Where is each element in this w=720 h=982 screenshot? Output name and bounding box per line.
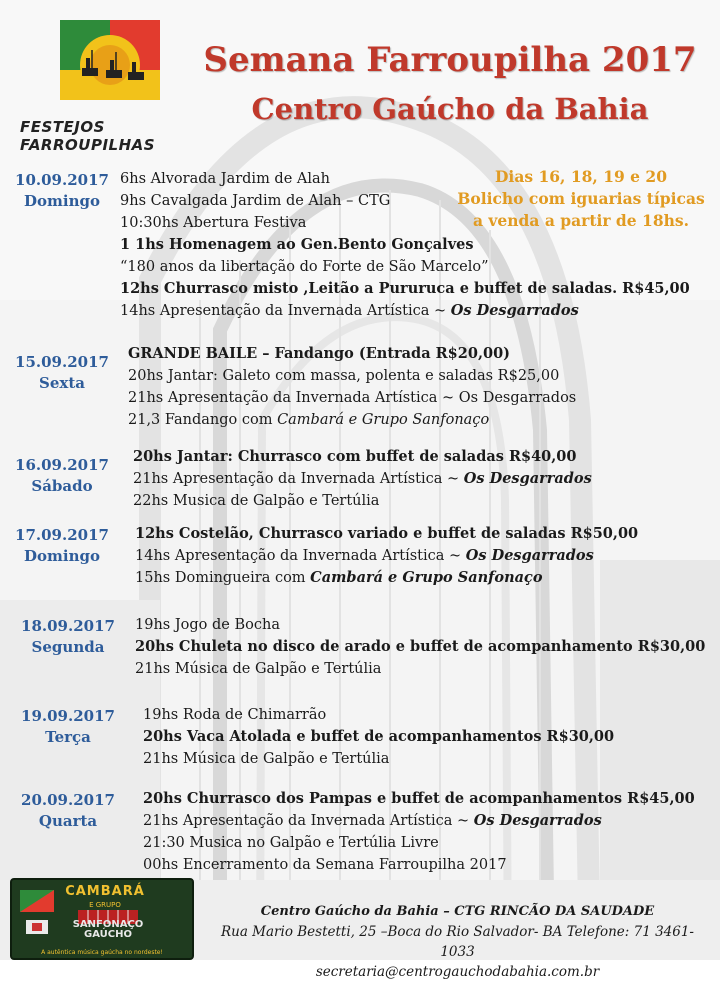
group-name: Os Desgarrados [463,470,592,487]
event-line: 1 1hs Homenagem ao Gen.Bento Gonçalves [120,236,474,253]
event-line [128,409,576,431]
date-value: 20.09.2017 [21,791,115,809]
event-text: 21hs Apresentação da Invernada Artística ~ [133,471,464,487]
group-name: Os Desgarrados [465,547,594,564]
day-events [128,343,576,431]
date-label [2,525,122,567]
event-line: 12hs Costelão, Churrasco variado e buffet de saladas R$50,00 [135,525,639,542]
sponsor-sub: E GRUPO [89,901,121,909]
day-events [143,788,695,876]
date-value: 15.09.2017 [15,353,109,371]
weekday: Sexta [39,374,85,392]
day-events [135,523,638,589]
event-line: 21hs Música de Galpão e Tertúlia [135,661,382,677]
event-text: 21hs Apresentação da Invernada Artística ~ [143,813,474,829]
event-line [143,810,695,832]
event-line: 6hs Alvorada Jardim de Alah [120,171,330,187]
weekday: Quarta [38,812,98,830]
date-value: 17.09.2017 [15,526,109,544]
weekday: Sábado [31,477,93,495]
notice-line: Bolicho com iguarias típicas [457,189,705,208]
weekday: Domingo [24,547,100,565]
date-label [2,455,122,497]
weekday: Segunda [31,638,105,656]
event-line: 19hs Roda de Chimarrão [143,707,327,723]
event-line: 9hs Cavalgada Jardim de Alah – CTG [120,193,391,209]
flag-icon [18,888,58,948]
date-label [2,352,122,394]
group-name: Cambará e Grupo Sanfonaço [277,412,490,428]
event-text: 14hs Apresentação da Invernada Artística ~ [135,548,466,564]
sponsor-badge [10,878,194,960]
event-line: 12hs Churrasco misto ,Leitão a Pururuca e buffet de saladas. R$45,00 [120,280,690,297]
event-text: 15hs Domingueira com [135,570,311,586]
group-name: Os Desgarrados [450,302,579,319]
footer-address: Rua Mario Bestetti, 25 –Boca do Rio Salvador- BA Telefone: 71 3461-1033 [220,924,694,960]
event-line [120,300,690,322]
event-line: 21:30 Musica no Galpão e Tertúlia Livre [143,835,439,851]
weekday: Domingo [24,192,100,210]
page-title: Semana Farroupilha 2017 [203,40,697,80]
sponsor-brand [68,920,148,940]
weekday: Terça [45,728,91,746]
brand-line: SANFONAÇO [72,919,144,930]
event-text: 14hs Apresentação da Invernada Artística ~ [120,303,451,319]
day-events [120,168,690,322]
logo-text: FESTEJOS FARROUPILHAS [20,118,156,154]
group-name: Cambará e Grupo Sanfonaço [310,569,543,586]
event-line: 21hs Música de Galpão e Tertúlia [143,751,390,767]
date-label [8,616,128,658]
date-value: 16.09.2017 [15,456,109,474]
date-label [2,170,122,212]
day-events [135,614,705,680]
sponsor-tagline: A autêntica música gaúcha no nordeste! [41,949,163,956]
contact-footer [205,902,710,982]
date-label [8,706,128,748]
date-value: 10.09.2017 [15,171,109,189]
event-line: 20hs Churrasco dos Pampas e buffet de acompanhamentos R$45,00 [143,790,695,807]
date-value: 18.09.2017 [21,617,115,635]
event-line: 20hs Jantar: Churrasco com buffet de saladas R$40,00 [133,448,577,465]
date-label [8,790,128,832]
event-line: 22hs Musica de Galpão e Tertúlia [133,493,380,509]
day-events [143,704,614,770]
event-line [133,468,592,490]
day-events [133,446,592,512]
event-line: 00hs Encerramento da Semana Farroupilha 2017 [143,857,507,873]
footer-org: Centro Gaúcho da Bahia – CTG RINCÃO DA SAUDADE [260,904,655,919]
event-line: GRANDE BAILE – Fandango (Entrada R$20,00) [128,345,511,362]
page-subtitle: Centro Gaúcho da Bahia [251,92,649,126]
event-line: 20hs Jantar: Galeto com massa, polenta e saladas R$25,00 [128,368,560,384]
sponsor-name: CAMBARÁ [65,884,145,899]
event-line: 19hs Jogo de Bocha [135,617,280,633]
event-line [135,567,638,589]
brand-line: GAÚCHO [84,929,132,940]
event-line: 20hs Vaca Atolada e buffet de acompanhamentos R$30,00 [143,728,615,745]
event-line: 10:30hs Abertura Festiva [120,215,307,231]
footer-email[interactable]: secretaria@centrogauchodabahia.com.br [315,964,600,980]
event-line: 20hs Chuleta no disco de arado e buffet de acompanhamento R$30,00 [135,638,706,655]
event-text: 21,3 Fandango com [128,412,278,428]
event-line [135,545,638,567]
event-line: “180 anos da libertação do Forte de São Marcelo” [120,259,489,275]
notice-line: a venda a partir de 18hs. [472,211,689,230]
group-name: Os Desgarrados [473,812,602,829]
date-value: 19.09.2017 [21,707,115,725]
notice-line: Dias 16, 18, 19 e 20 [494,167,667,186]
event-line: 21hs Apresentação da Invernada Artística ~ Os Desgarrados [128,390,577,406]
